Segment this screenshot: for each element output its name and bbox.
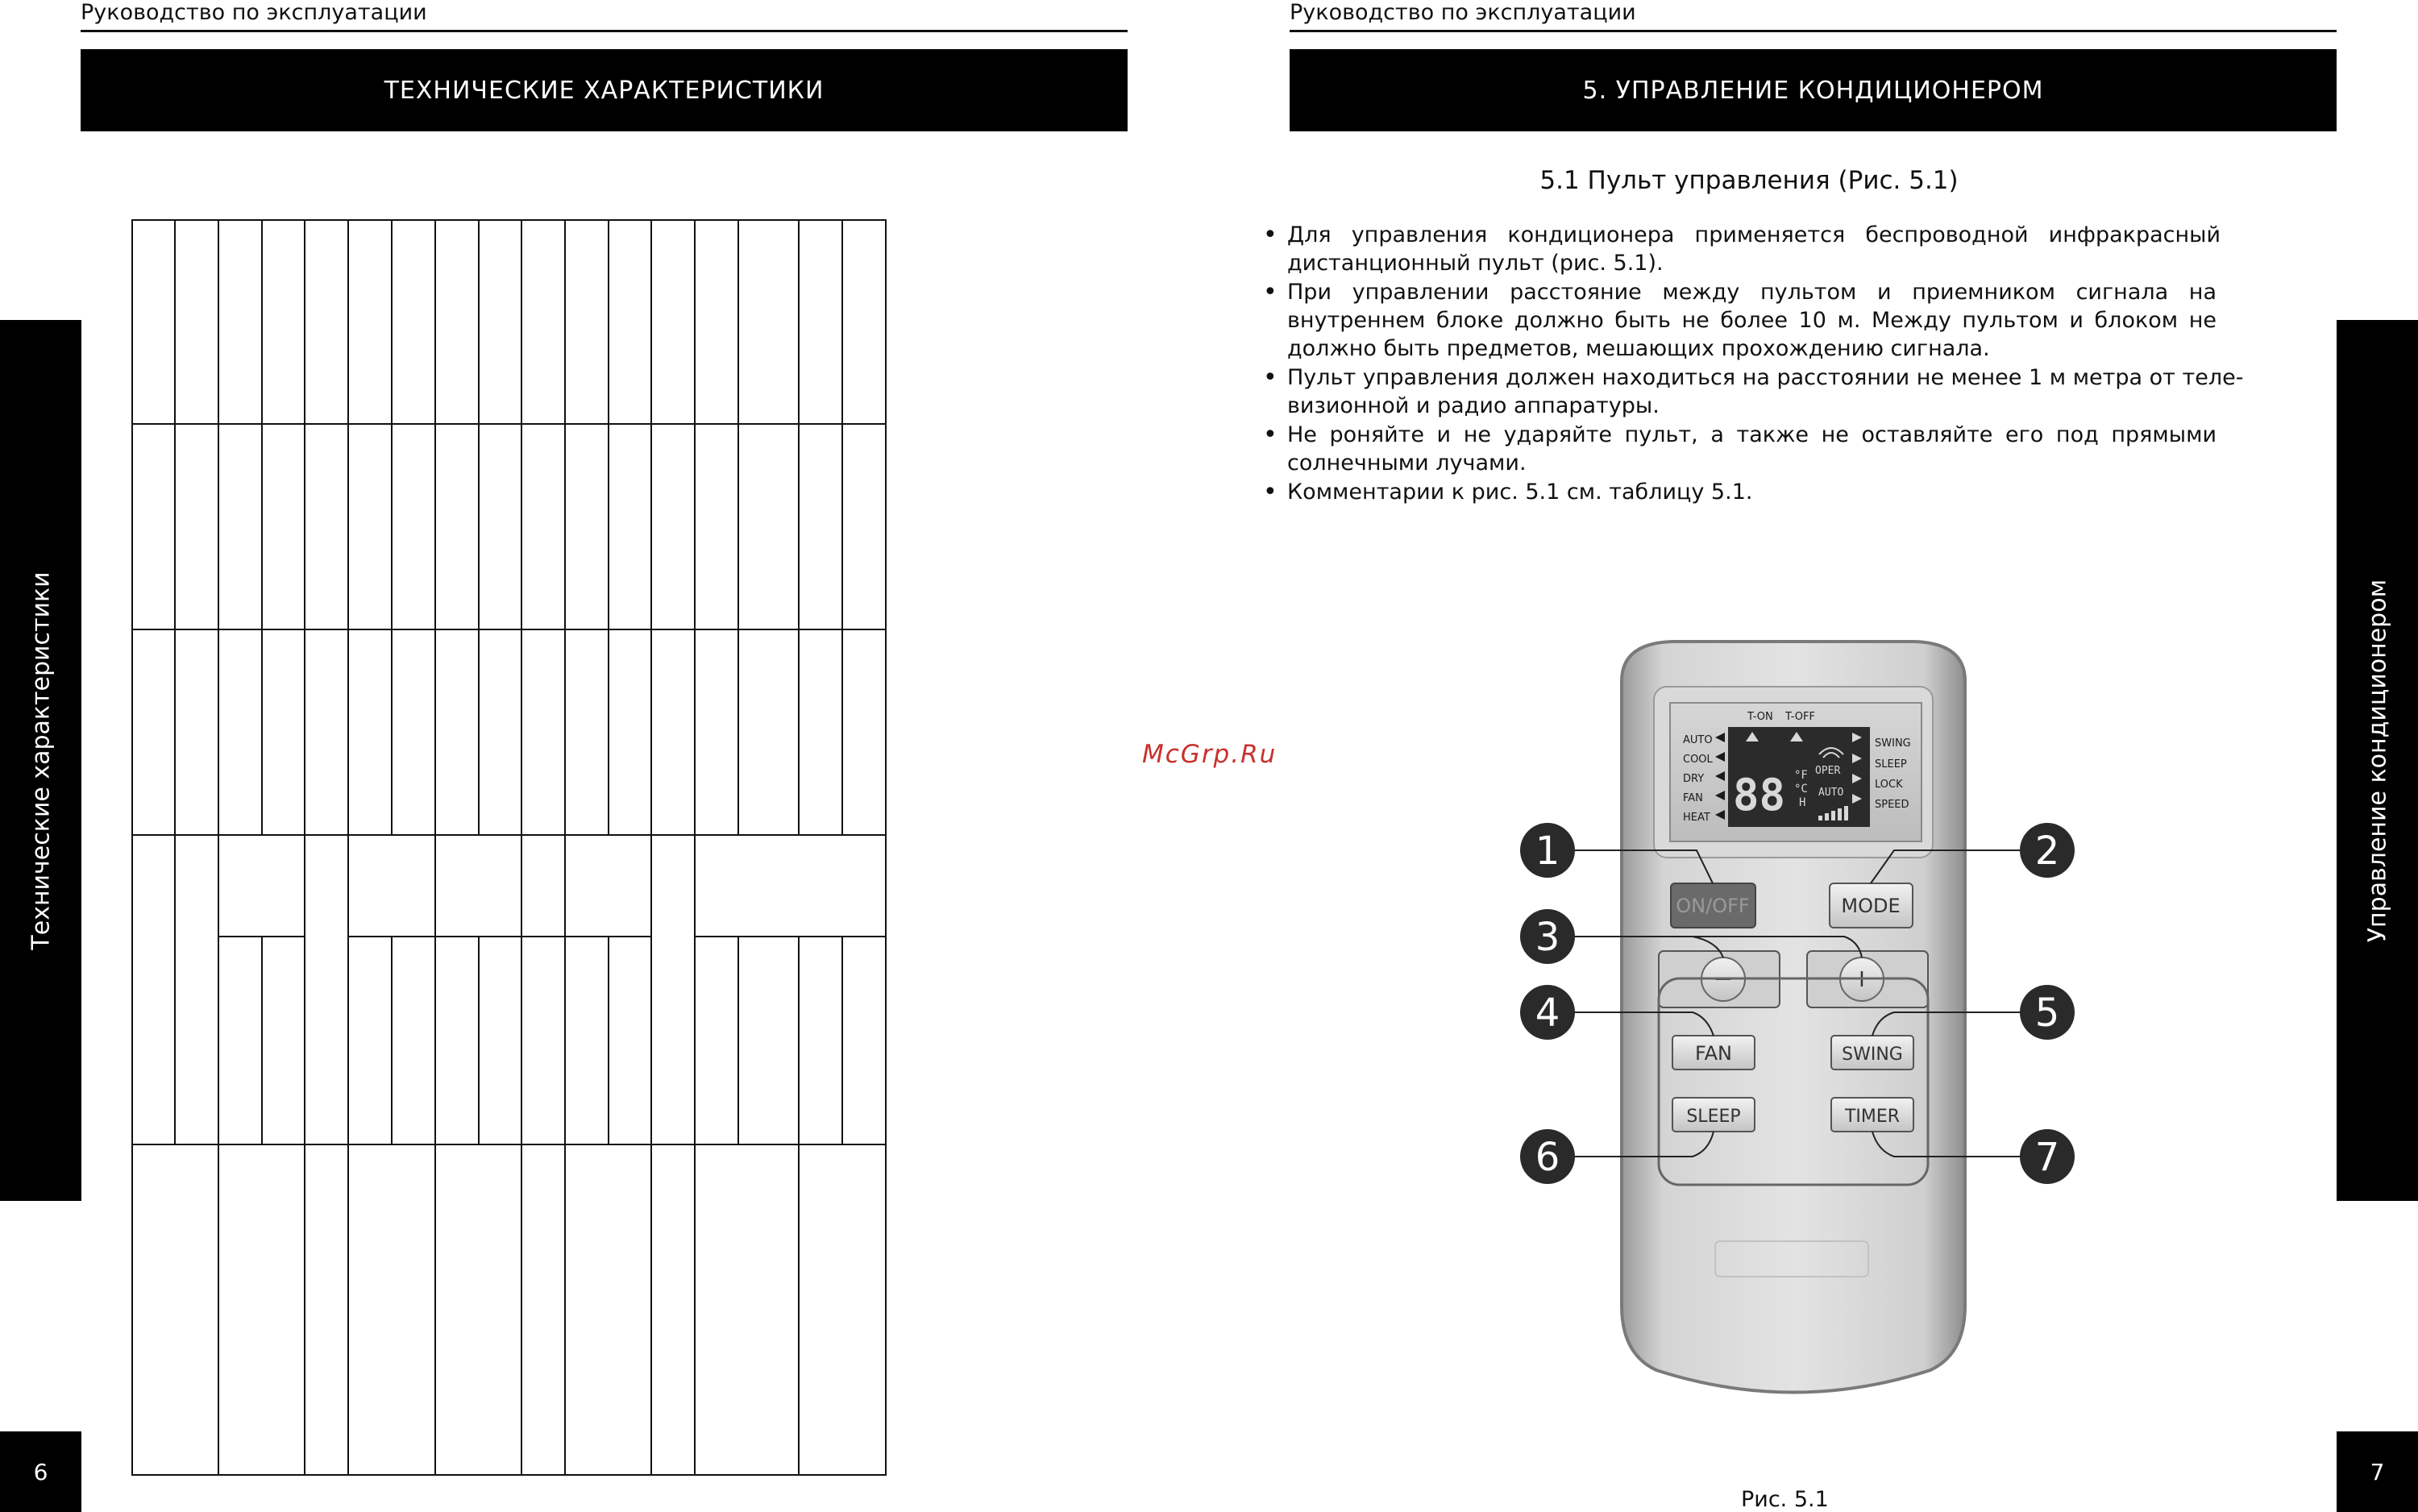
lcd-unit-f: °F — [1794, 769, 1808, 782]
callout-number-3: 3 — [1535, 915, 1560, 960]
fan-button-label: FAN — [1695, 1042, 1732, 1065]
timer-button-label: TIMER — [1844, 1107, 1901, 1127]
bullet-item: • Пульт управления должен находиться на расстоянии не менее 1 м метра от теле-визионной и радио аппаратуры. — [1287, 363, 2293, 420]
right-running-head: Руководство по эксплуатации — [1290, 0, 1636, 25]
callout-number-5: 5 — [2034, 991, 2060, 1036]
bullet-item: • Не роняйте и не ударяйте пульт, а также не оставляйте его под прямыми солнечными лучами. — [1287, 421, 2293, 477]
watermark: McGrp.Ru — [1142, 740, 1278, 769]
callout-number-4: 4 — [1535, 991, 1560, 1036]
right-side-tab-label: Управление кондиционером — [2363, 579, 2391, 942]
on-off-button-label: ON/OFF — [1676, 895, 1750, 917]
bullet-item: • Комментарии к рис. 5.1 см. таблицу 5.1. — [1287, 478, 2293, 506]
lcd-mode-auto: AUTO — [1683, 734, 1713, 746]
lcd-timer-off: T-OFF — [1785, 711, 1815, 723]
bullet-item: • Для управления кондиционера применяется беспроводной инфракрасный дистанционный пульт (рис. 5.1). — [1287, 221, 2293, 277]
lcd-func-swing: SWING — [1875, 737, 1911, 750]
callout-number-7: 7 — [2034, 1135, 2060, 1180]
lcd-hours: H — [1799, 796, 1806, 809]
lcd-mode-heat: HEAT — [1683, 812, 1710, 824]
left-running-head: Руководство по эксплуатации — [81, 0, 427, 25]
lcd-func-sleep: SLEEP — [1875, 758, 1907, 771]
temp-down-label: − — [1713, 965, 1734, 993]
lcd-mode-dry: DRY — [1683, 773, 1705, 785]
lcd-timer-on: T-ON — [1747, 711, 1773, 723]
lcd-mode-fan: FAN — [1683, 792, 1703, 804]
lcd-func-speed: SPEED — [1875, 799, 1909, 811]
lcd-unit-c: °C — [1794, 783, 1808, 795]
lcd-oper: OPER — [1815, 765, 1841, 777]
temp-up-label: + — [1851, 965, 1872, 993]
left-side-tab-label: Технические характеристики — [27, 571, 55, 950]
left-page-number: 6 — [0, 1431, 81, 1512]
right-section-banner: 5. УПРАВЛЕНИЕ КОНДИЦИОНЕРОМ — [1290, 49, 2337, 131]
callout-number-2: 2 — [2034, 829, 2060, 874]
callout-number-6: 6 — [1535, 1135, 1560, 1180]
swing-button-label: SWING — [1842, 1045, 1903, 1065]
lcd-digits: 88 — [1733, 770, 1786, 820]
lcd-func-lock: LOCK — [1875, 779, 1903, 791]
left-section-banner: ТЕХНИЧЕСКИЕ ХАРАКТЕРИСТИКИ — [81, 49, 1128, 131]
lcd-fan-auto: AUTO — [1818, 787, 1844, 799]
right-page-number: 7 — [2337, 1431, 2418, 1512]
subsection-title: 5.1 Пульт управления (Рис. 5.1) — [1539, 166, 1959, 195]
lcd-mode-cool: COOL — [1683, 754, 1713, 766]
mode-button-label: MODE — [1841, 895, 1901, 917]
callout-number-1: 1 — [1535, 829, 1560, 874]
figure-caption: Рис. 5.1 — [1741, 1487, 1829, 1512]
bullet-item: • При управлении расстояние между пультом и приемником сигнала на внутреннем блоке должно быть не более 10 м. Между пультом и блоком не должно быть предметов, мешающих прохождению сигнала. — [1287, 278, 2293, 363]
sleep-button-label: SLEEP — [1686, 1107, 1741, 1127]
